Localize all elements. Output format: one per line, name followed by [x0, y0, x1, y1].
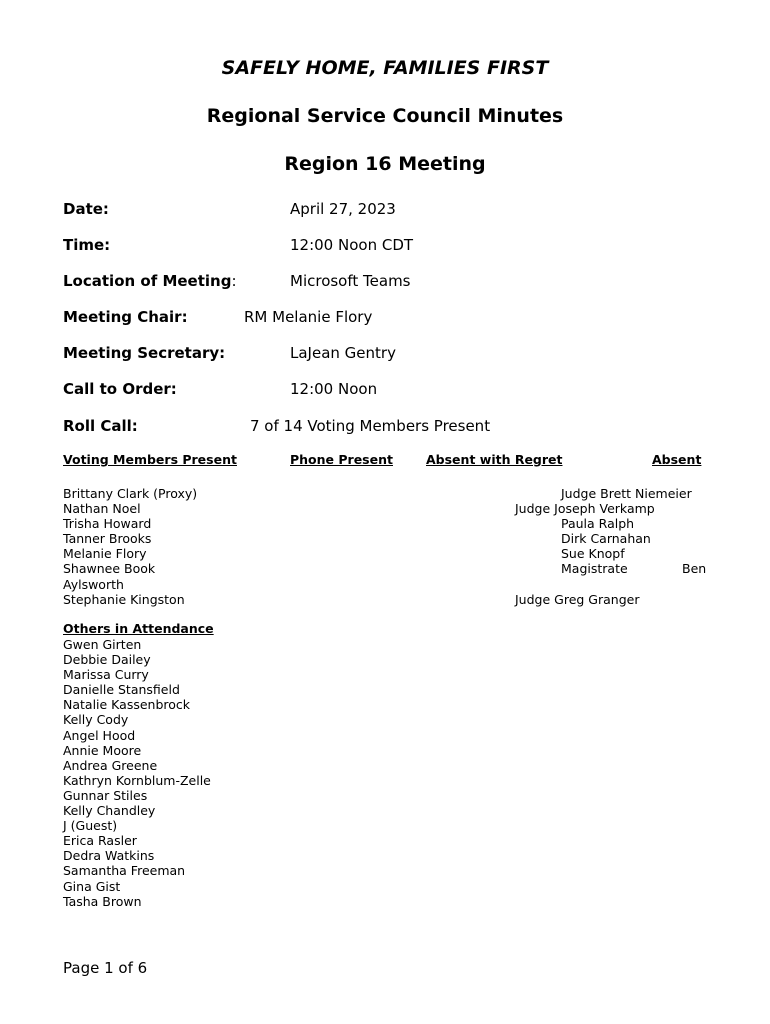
absent-header: Absent	[652, 452, 702, 467]
call-to-order-value: 12:00 Noon	[290, 380, 378, 398]
chair-value: RM Melanie Flory	[244, 308, 373, 326]
list-item: Gunnar Stiles	[63, 787, 148, 803]
list-item: Gwen Girten	[63, 637, 142, 652]
date-label: Date:	[63, 200, 109, 218]
absent-item: Sue Knopf	[561, 546, 625, 561]
list-item: Debbie Dailey	[63, 652, 151, 668]
absent-item: Paula Ralph	[561, 516, 635, 531]
location-label: Location of Meeting:	[63, 272, 237, 290]
call-to-order-label: Call to Order:	[63, 380, 177, 398]
list-item: Kathryn Kornblum-Zelle	[63, 772, 211, 788]
others-heading: Others in Attendance	[63, 621, 214, 636]
secretary-label: Meeting Secretary:	[63, 344, 226, 362]
list-item: Shawnee Book	[63, 561, 156, 577]
absent-regret-header: Absent with Regret	[426, 452, 563, 467]
list-item: Trisha Howard	[63, 516, 152, 532]
list-item: Angel Hood	[63, 727, 136, 743]
page-number: Page 1 of 6	[63, 959, 148, 977]
time-label: Time:	[63, 236, 111, 254]
absent-item: Judge Joseph Verkamp	[515, 501, 655, 516]
absent-item: Dirk Carnahan	[561, 531, 651, 546]
phone-present-header: Phone Present	[290, 452, 393, 467]
location-value: Microsoft Teams	[290, 272, 411, 290]
voting-members-list	[63, 486, 197, 607]
list-item: Marissa Curry	[63, 667, 149, 683]
voting-members-header: Voting Members Present	[63, 452, 237, 467]
list-item: Kelly Cody	[63, 712, 129, 728]
absent-item: Ben	[682, 561, 707, 576]
org-title: SAFELY HOME, FAMILIES FIRST	[221, 57, 549, 79]
list-item: J (Guest)	[63, 818, 118, 834]
list-item: Dedra Watkins	[63, 848, 155, 864]
list-item: Gina Gist	[63, 878, 121, 894]
list-item: Danielle Stansfield	[63, 682, 180, 698]
absent-item: Judge Brett Niemeier	[561, 486, 692, 501]
roll-call-label: Roll Call:	[63, 417, 138, 435]
roll-call-value: 7 of 14 Voting Members Present	[250, 417, 491, 435]
list-item: Andrea Greene	[63, 757, 158, 773]
document-title: Regional Service Council Minutes	[206, 105, 564, 127]
list-item: Kelly Chandley	[63, 803, 156, 819]
absent-item: Judge Greg Granger	[515, 592, 640, 607]
list-item: Nathan Noel	[63, 501, 141, 517]
others-list	[63, 637, 211, 909]
list-item: Stephanie Kingston	[63, 591, 185, 607]
absent-item: Magistrate	[561, 561, 628, 576]
time-value: 12:00 Noon CDT	[290, 236, 414, 254]
list-item: Tasha Brown	[63, 893, 142, 909]
list-item: Samantha Freeman	[63, 863, 186, 879]
list-item: Erica Rasler	[63, 833, 137, 849]
secretary-value: LaJean Gentry	[290, 344, 396, 362]
list-item: Natalie Kassenbrock	[63, 697, 191, 713]
list-item: Aylsworth	[63, 576, 124, 592]
list-item: Annie Moore	[63, 742, 142, 758]
date-value: April 27, 2023	[290, 200, 396, 218]
list-item: Brittany Clark (Proxy)	[63, 486, 198, 501]
meeting-title: Region 16 Meeting	[284, 153, 486, 175]
list-item: Melanie Flory	[63, 546, 147, 562]
list-item: Tanner Brooks	[63, 531, 152, 547]
chair-label: Meeting Chair:	[63, 308, 188, 326]
